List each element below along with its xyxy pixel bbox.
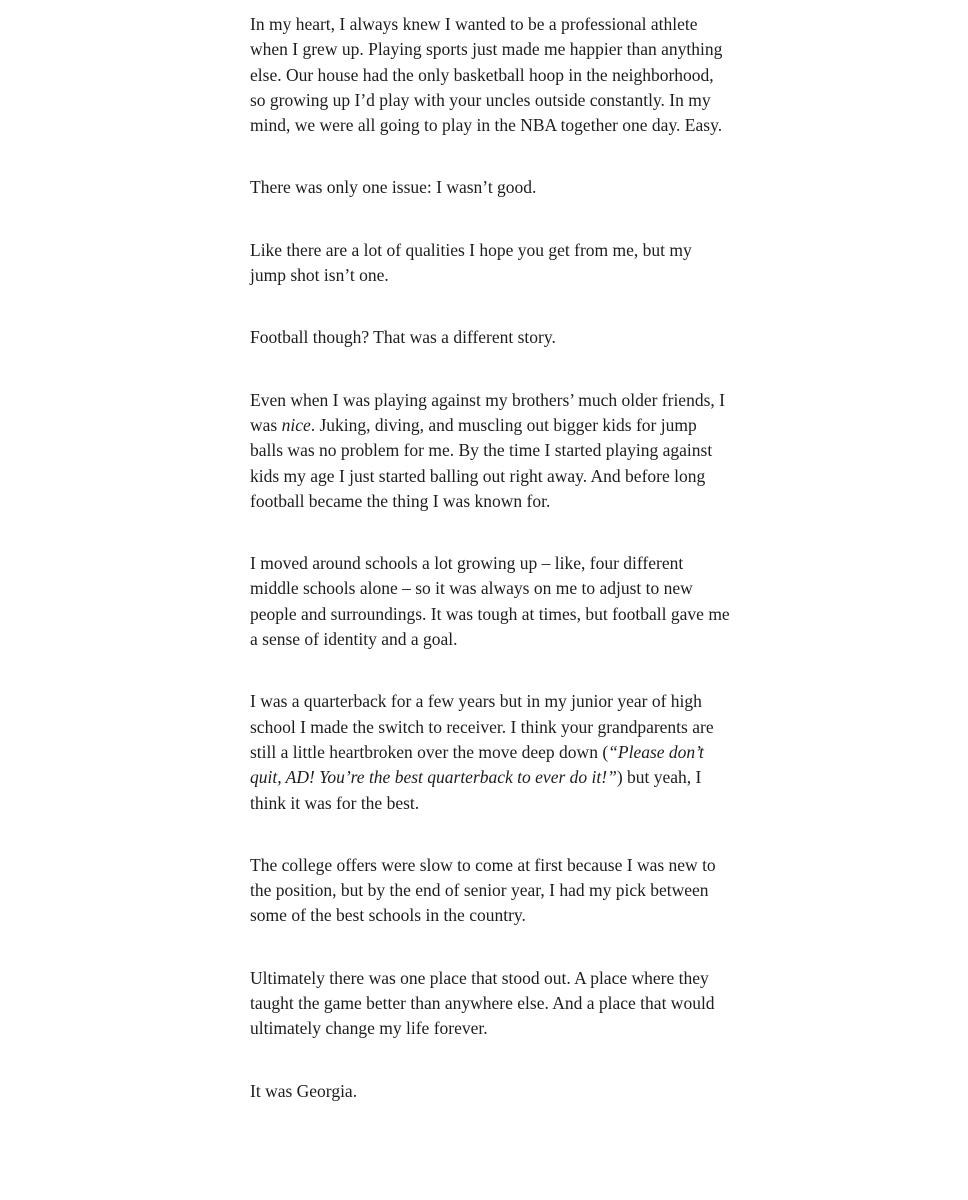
paragraph-2: There was only one issue: I wasn’t good.: [250, 177, 537, 198]
paragraph-5-text-a: Even when I was playing against my brothers’ much older friends, I was: [250, 389, 725, 435]
paragraph-1: In my heart, I always knew I wanted to be a professional athlete when I grew up. Playing sports just made me happier than anything else. Our house had the only basketball hoop in the neighborhood, so growing up I’d play with your uncles outside constantly. In my mind, we were all going to play in the NBA together one day. Easy.: [250, 14, 723, 136]
paragraph-10: It was Georgia.: [250, 1080, 358, 1101]
paragraph-7-text-b: ) but yeah, I think it was for the best.: [250, 767, 702, 813]
paragraph-9: Ultimately there was one place that stood out. A place where they taught the game better than anywhere else. And a place that would ultimately change my life forever.: [250, 967, 715, 1039]
paragraph-4: Football though? That was a different story.: [250, 327, 556, 348]
paragraph-5-text-b: . Juking, diving, and muscling out bigger kids for jump balls was no problem for me. By the time I started playing against kids my age I just started balling out right away. And before long football became the thing I was known for.: [250, 414, 713, 511]
paragraph-8: The college offers were slow to come at first because I was new to the position, but by the end of senior year, I had my pick between some of the best schools in the country.: [250, 854, 716, 926]
paragraph-7: [250, 689, 730, 815]
paragraph-5-emphasis: nice: [281, 414, 311, 435]
paragraph-7-quote: “Please don’t quit, AD! You’re the best quarterback to ever do it!”: [250, 741, 704, 788]
paragraph-6: I moved around schools a lot growing up – like, four different middle schools alone – so it was always on me to adjust to new people and surroundings. It was tough at times, but football gave me a sense of identity and a goal.: [250, 553, 730, 650]
paragraph-7-text-a: I was a quarterback for a few years but in my junior year of high school I made the switch to receiver. I think your grandparents are still a little heartbroken over the move deep down (: [250, 691, 714, 762]
paragraph-3: Like there are a lot of qualities I hope you get from me, but my jump shot isn’t one.: [250, 239, 692, 286]
paragraph-5: [250, 388, 730, 514]
article-body: [250, 12, 730, 1104]
